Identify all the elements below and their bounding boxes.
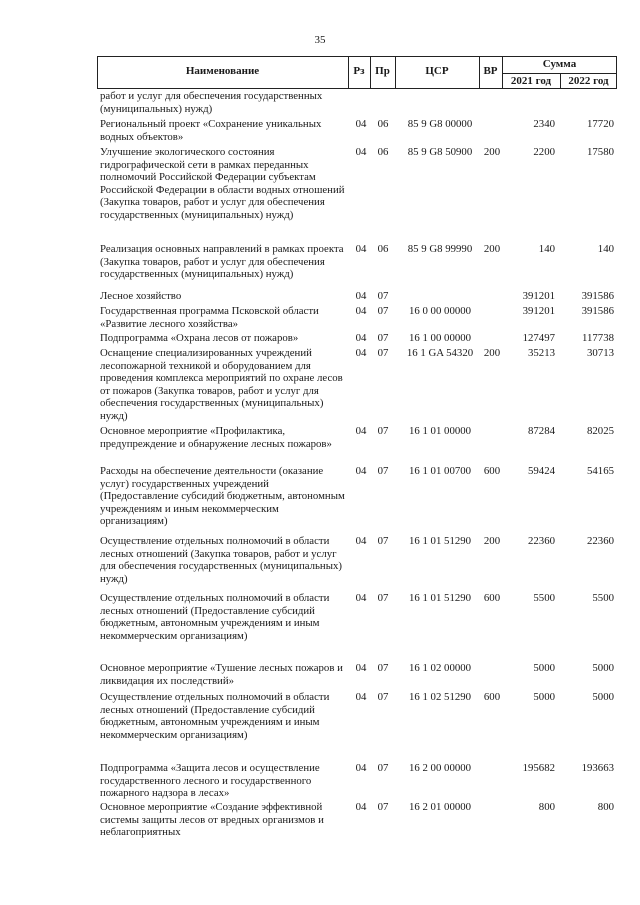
row-vr: 600 (483, 465, 501, 477)
row-name: работ и услуг для обеспечения государственных (муниципальных) нужд) (100, 90, 323, 115)
row-sum-2022: 82025 (587, 425, 614, 437)
row-sum-2022: 5000 (592, 691, 614, 703)
row-rz: 04 (355, 118, 367, 130)
row-name: Осуществление отдельных полномочий в области лесных отношений (Закупка товаров, работ и услуг для обеспечения государственных (муниципальных) нужд) (100, 535, 342, 585)
header-vr: ВР (483, 65, 498, 77)
row-sum-2021: 140 (538, 243, 555, 255)
row-name: Региональный проект «Сохранение уникальных водных объектов» (100, 118, 322, 143)
row-rz: 04 (355, 290, 367, 302)
row-csr: 16 1 02 51290 (408, 691, 472, 703)
row-sum-2022: 391586 (581, 290, 614, 302)
row-name: Основное мероприятие «Тушение лесных пожаров и ликвидация их последствий» (100, 662, 343, 687)
header-year-2022: 2022 год (568, 75, 609, 87)
row-pr: 06 (377, 118, 389, 130)
row-name: Подпрограмма «Защита лесов и осуществление государственного лесного и государственного пожарного надзора в лесах» (100, 762, 320, 800)
row-sum-2021: 87284 (528, 425, 555, 437)
row-sum-2021: 195682 (522, 762, 555, 774)
row-sum-2022: 54165 (587, 465, 614, 477)
row-name: Оснащение специализированных учреждений лесопожарной техникой и оборудованием для проведения комплекса мероприятий по охране лесов от пожаров (Закупка товаров, работ и услуг для обеспечения государственных (муниципальных) нужд) (100, 347, 343, 422)
row-rz: 04 (355, 305, 367, 317)
header-csr: ЦСР (425, 65, 449, 77)
row-name: Основное мероприятие «Создание эффективной системы защиты лесов от вредных организмов и неблагоприятных (100, 801, 324, 839)
row-sum-2022: 17580 (587, 146, 614, 158)
row-rz: 04 (355, 535, 367, 547)
row-csr: 16 1 02 00000 (408, 662, 472, 674)
row-sum-2021: 127497 (522, 332, 555, 344)
row-pr: 07 (377, 762, 389, 774)
row-name: Государственная программа Псковской области «Развитие лесного хозяйства» (100, 305, 319, 330)
row-name: Основное мероприятие «Профилактика, предупреждение и обнаружение лесных пожаров» (100, 425, 332, 450)
row-name: Осуществление отдельных полномочий в области лесных отношений (Предоставление субсидий бюджетным, автономным учреждениям и иным некоммерческим организациям) (100, 592, 330, 642)
row-csr: 16 0 00 00000 (408, 305, 472, 317)
row-csr: 85 9 G8 99990 (407, 243, 473, 255)
row-csr: 16 1 00 00000 (408, 332, 472, 344)
row-name: Лесное хозяйство (100, 290, 182, 302)
row-name: Осуществление отдельных полномочий в области лесных отношений (Предоставление субсидий бюджетным, автономным учреждениям и иным некоммерческим организациям) (100, 691, 330, 741)
row-csr: 16 1 01 51290 (408, 535, 472, 547)
row-pr: 07 (377, 801, 389, 813)
row-rz: 04 (355, 146, 367, 158)
row-csr: 85 9 G8 00000 (407, 118, 473, 130)
row-sum-2021: 59424 (528, 465, 555, 477)
row-csr: 16 1 01 00000 (408, 425, 472, 437)
row-csr: 16 1 GA 54320 (406, 347, 474, 359)
row-vr: 200 (483, 347, 501, 359)
row-rz: 04 (355, 662, 367, 674)
row-rz: 04 (355, 347, 367, 359)
row-sum-2022: 140 (597, 243, 614, 255)
row-sum-2022: 30713 (587, 347, 614, 359)
header-name: Наименование (185, 65, 260, 77)
row-sum-2021: 5000 (533, 691, 555, 703)
row-pr: 07 (377, 290, 389, 302)
row-sum-2022: 193663 (581, 762, 614, 774)
row-rz: 04 (355, 243, 367, 255)
row-sum-2022: 5500 (592, 592, 614, 604)
row-sum-2021: 391201 (522, 290, 555, 302)
row-vr: 600 (483, 592, 501, 604)
header-rz: Рз (353, 65, 365, 77)
row-sum-2021: 5000 (533, 662, 555, 674)
header-sum: Сумма (542, 58, 577, 70)
row-pr: 07 (377, 347, 389, 359)
row-vr: 600 (483, 691, 501, 703)
row-pr: 07 (377, 332, 389, 344)
row-csr: 16 1 01 00700 (408, 465, 472, 477)
row-pr: 07 (377, 662, 389, 674)
row-sum-2021: 22360 (528, 535, 555, 547)
row-rz: 04 (355, 465, 367, 477)
row-csr: 16 2 00 00000 (408, 762, 472, 774)
row-rz: 04 (355, 592, 367, 604)
row-name: Подпрограмма «Охрана лесов от пожаров» (100, 332, 299, 344)
row-sum-2022: 5000 (592, 662, 614, 674)
row-rz: 04 (355, 762, 367, 774)
row-vr: 200 (483, 243, 501, 255)
row-sum-2022: 117738 (582, 332, 614, 344)
row-rz: 04 (355, 332, 367, 344)
row-csr: 85 9 G8 50900 (407, 146, 473, 158)
row-rz: 04 (355, 425, 367, 437)
row-sum-2021: 2340 (533, 118, 555, 130)
row-sum-2021: 2200 (533, 146, 555, 158)
row-pr: 07 (377, 305, 389, 317)
row-sum-2021: 35213 (528, 347, 555, 359)
row-rz: 04 (355, 801, 367, 813)
row-sum-2022: 17720 (587, 118, 614, 130)
page-number: 35 (314, 34, 326, 46)
row-name: Улучшение экологического состояния гидрографической сети в рамках переданных полномочий Российской Федерации субъектам Российской Федерации в области водных отношений (Закупка товаров, работ и услуг для обеспечения государственных (муниципальных) нужд) (100, 146, 345, 221)
row-sum-2022: 800 (597, 801, 614, 813)
row-csr: 16 2 01 00000 (408, 801, 472, 813)
row-pr: 07 (377, 592, 389, 604)
row-csr: 16 1 01 51290 (408, 592, 472, 604)
row-sum-2021: 5500 (533, 592, 555, 604)
row-sum-2022: 22360 (587, 535, 614, 547)
row-pr: 06 (377, 146, 389, 158)
row-name: Расходы на обеспечение деятельности (оказание услуг) государственных учреждений (Предоставление субсидий бюджетным, автономным учреждениям и иным некоммерческим организациям) (100, 465, 345, 528)
row-sum-2022: 391586 (581, 305, 614, 317)
row-sum-2021: 391201 (522, 305, 555, 317)
header-pr: Пр (375, 65, 390, 77)
row-pr: 07 (377, 425, 389, 437)
row-name: Реализация основных направлений в рамках проекта (Закупка товаров, работ и услуг для обеспечения государственных (муниципальных) нужд) (100, 243, 344, 281)
row-vr: 200 (483, 146, 501, 158)
header-year-2021: 2021 год (510, 75, 552, 87)
row-pr: 07 (377, 535, 389, 547)
row-pr: 07 (377, 691, 389, 703)
row-rz: 04 (355, 691, 367, 703)
row-sum-2021: 800 (538, 801, 555, 813)
row-vr: 200 (483, 535, 501, 547)
row-pr: 07 (377, 465, 389, 477)
row-pr: 06 (377, 243, 389, 255)
